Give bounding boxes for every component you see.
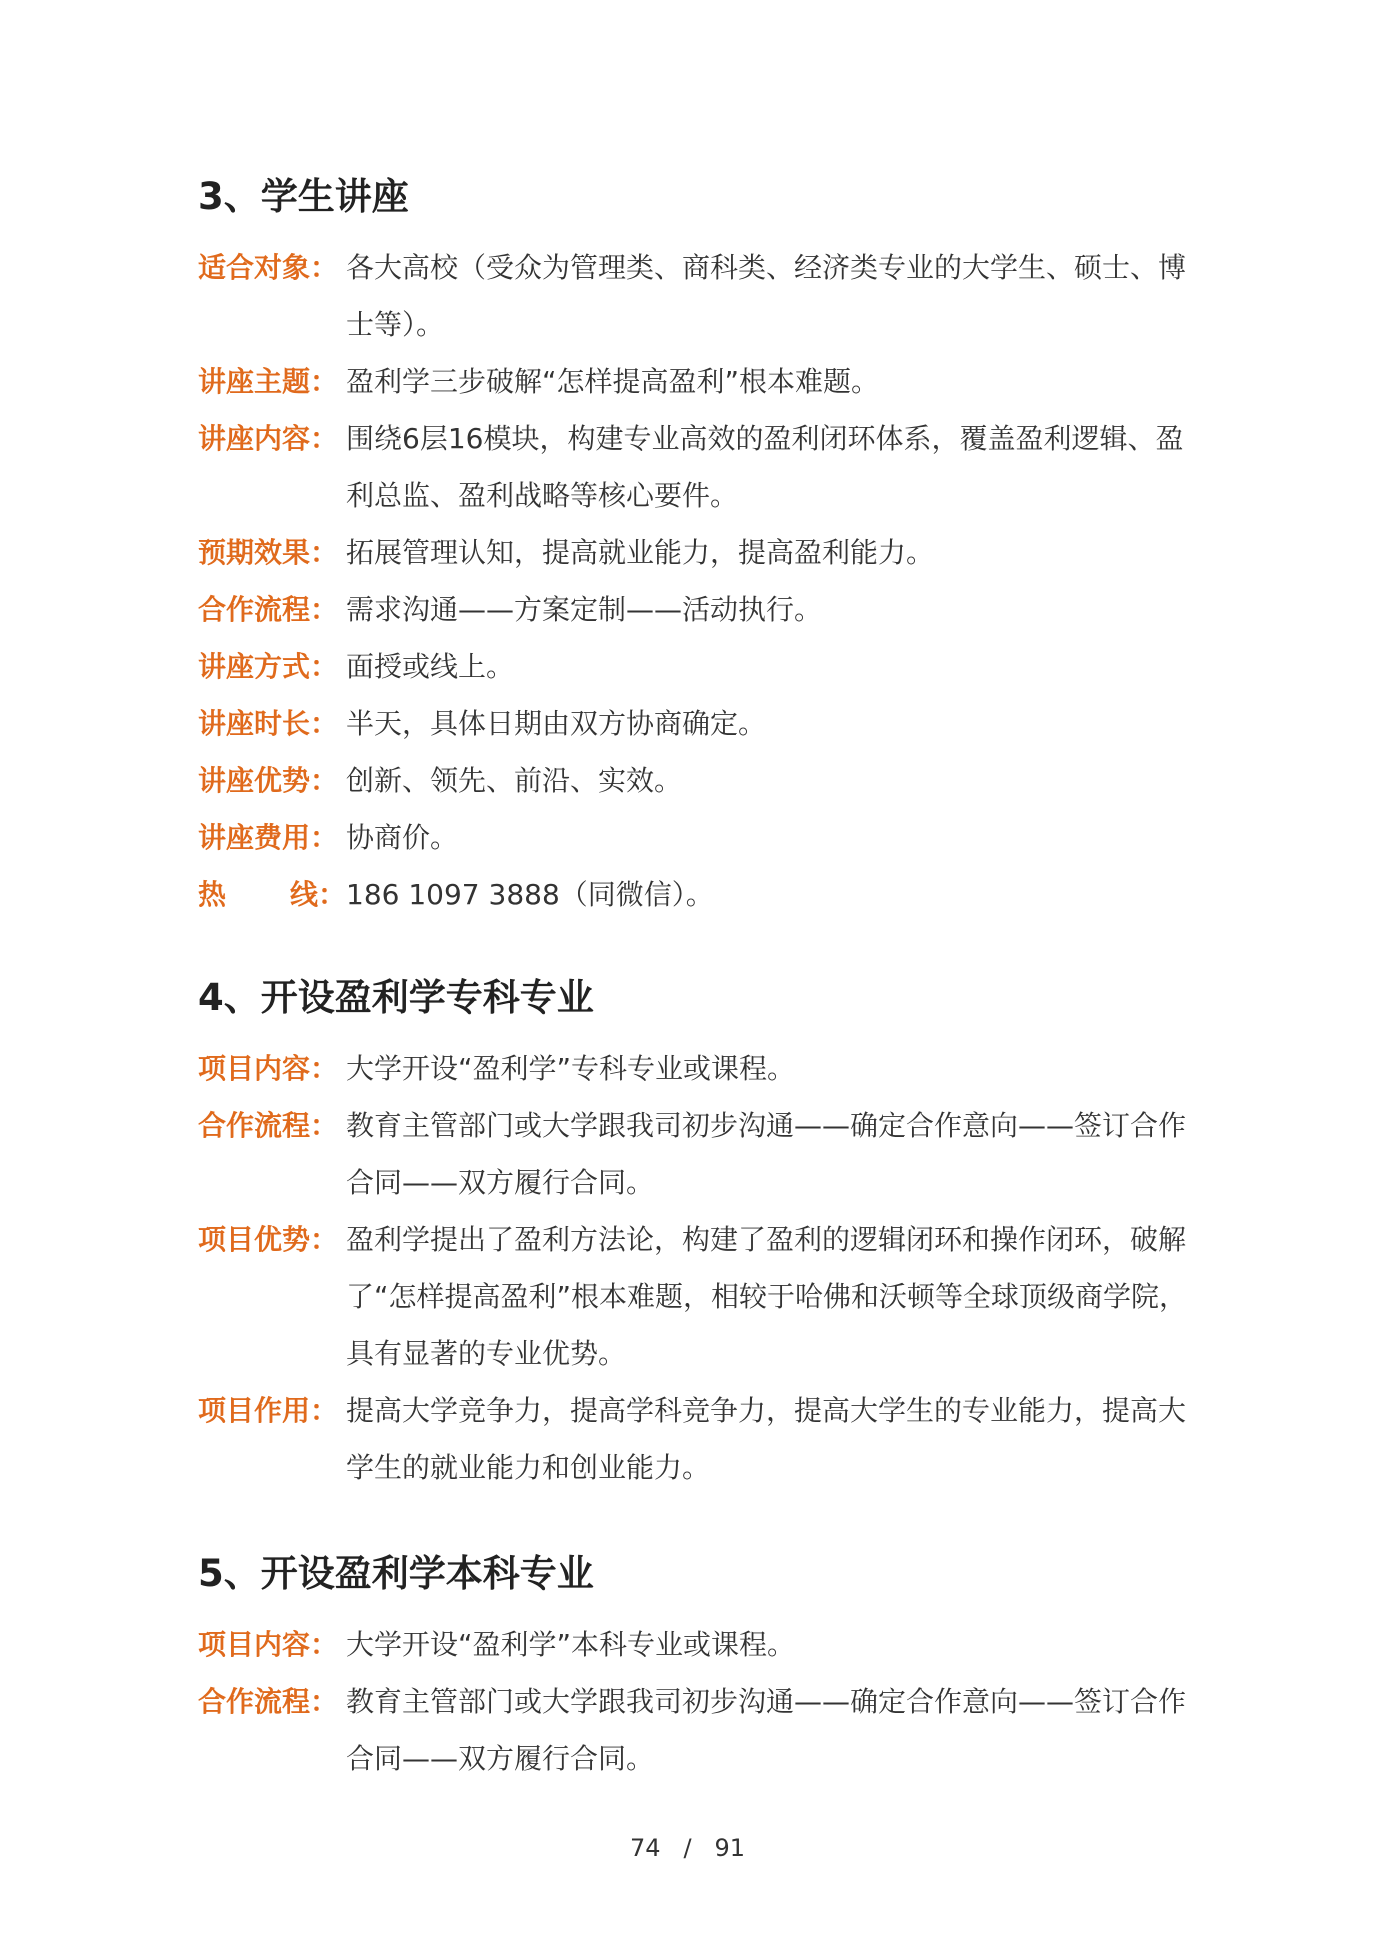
row-label: 讲座费用： (198, 821, 339, 854)
info-row (198, 1211, 1188, 1382)
info-row (198, 695, 1188, 752)
info-row (198, 353, 1188, 410)
page-total: 91 (714, 1834, 745, 1862)
row-value: 各大高校（受众为管理类、商科类、经济类专业的大学生、硕士、博士等）。 (346, 251, 1187, 341)
row-value: 创新、领先、前沿、实效。 (346, 764, 683, 797)
row-label: 讲座内容： (198, 422, 339, 455)
row-label: 合作流程： (198, 1109, 339, 1142)
info-row (198, 638, 1188, 695)
info-row (198, 1382, 1188, 1496)
row-label: 讲座主题： (198, 365, 339, 398)
row-value: 大学开设“盈利学”本科专业或课程。 (346, 1628, 796, 1661)
section-student-lecture (198, 173, 1188, 923)
info-row (198, 581, 1188, 638)
row-label: 预期效果： (198, 536, 339, 569)
info-row (198, 1040, 1188, 1097)
row-value: 提高大学竞争力，提高学科竞争力，提高大学生的专业能力，提高大学生的就业能力和创业能力。 (346, 1394, 1187, 1484)
row-label (198, 866, 346, 923)
hotline-value: 186 1097 3888（同微信）。 (346, 878, 714, 911)
section-title: 3、学生讲座 (198, 175, 409, 218)
info-row (198, 752, 1188, 809)
row-label: 讲座优势： (198, 764, 339, 797)
hotline-label-char-2: 线： (289, 878, 346, 911)
hotline-label-char-1: 热 (198, 878, 227, 911)
row-value: 需求沟通——方案定制——活动执行。 (346, 593, 823, 626)
row-value: 半天，具体日期由双方协商确定。 (346, 707, 767, 740)
row-value: 拓展管理认知，提高就业能力，提高盈利能力。 (346, 536, 935, 569)
row-value: 盈利学提出了盈利方法论，构建了盈利的逻辑闭环和操作闭环，破解了“怎样提高盈利”根本难题，相较于哈佛和沃顿等全球顶级商学院，具有显著的专业优势。 (346, 1223, 1188, 1370)
row-label: 讲座时长： (198, 707, 339, 740)
row-value: 教育主管部门或大学跟我司初步沟通——确定合作意向——签订合作合同——双方履行合同。 (346, 1685, 1187, 1775)
info-row (198, 524, 1188, 581)
section-title: 4、开设盈利学专科专业 (198, 976, 594, 1019)
row-label: 项目优势： (198, 1223, 339, 1256)
info-row (198, 809, 1188, 866)
info-row (198, 239, 1188, 353)
row-value: 教育主管部门或大学跟我司初步沟通——确定合作意向——签订合作合同——双方履行合同。 (346, 1109, 1187, 1199)
row-value: 面授或线上。 (346, 650, 515, 683)
row-label: 讲座方式： (198, 650, 339, 683)
row-value: 围绕6层16模块，构建专业高效的盈利闭环体系，覆盖盈利逻辑、盈利总监、盈利战略等核心要件。 (346, 422, 1184, 512)
section-junior-college-major (198, 974, 1188, 1496)
page-current: 74 (630, 1834, 661, 1862)
row-label: 适合对象： (198, 251, 339, 284)
row-value: 盈利学三步破解“怎样提高盈利”根本难题。 (346, 365, 880, 398)
info-row (198, 1616, 1188, 1673)
row-label: 合作流程： (198, 1685, 339, 1718)
row-value: 协商价。 (346, 821, 459, 854)
section-undergraduate-major (198, 1550, 1188, 1787)
page-separator: / (683, 1834, 692, 1862)
info-row-hotline (198, 866, 1188, 923)
row-label: 合作流程： (198, 593, 339, 626)
row-label: 项目内容： (198, 1052, 339, 1085)
info-row (198, 1673, 1188, 1787)
row-label: 项目作用： (198, 1394, 339, 1427)
row-label: 项目内容： (198, 1628, 339, 1661)
section-title: 5、开设盈利学本科专业 (198, 1552, 594, 1595)
info-row (198, 410, 1188, 524)
info-row (198, 1097, 1188, 1211)
row-value: 大学开设“盈利学”专科专业或课程。 (346, 1052, 796, 1085)
page-number (0, 1832, 1375, 1864)
